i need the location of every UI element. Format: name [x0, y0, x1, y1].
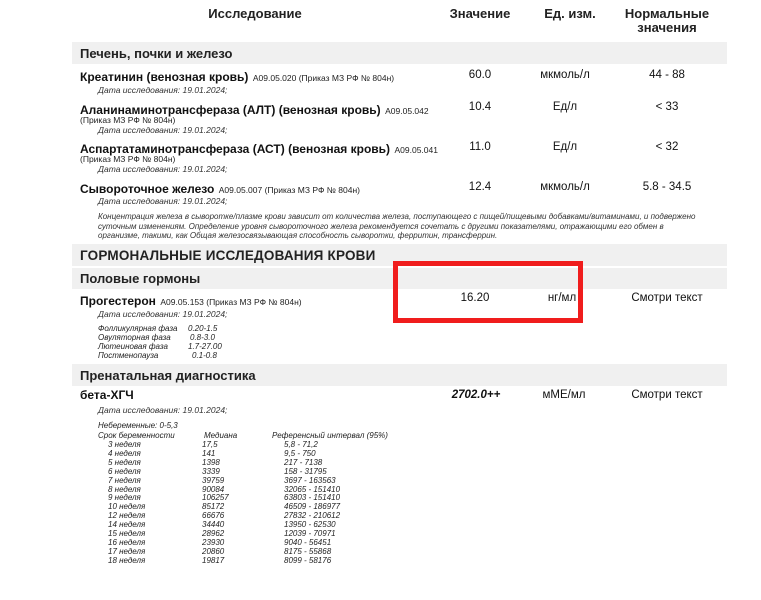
phase-label: Овуляторная фаза	[98, 333, 171, 342]
non-pregnant-range: Небеременные: 0-5,3	[98, 421, 178, 430]
iron-note	[98, 212, 723, 241]
row-value: 10.4	[468, 101, 492, 113]
row-code-2: (Приказ МЗ РФ № 804н)	[80, 154, 176, 164]
week-term: 14 неделя	[108, 520, 146, 530]
week-term: 15 неделя	[108, 529, 146, 538]
week-term: 6 неделя	[108, 466, 141, 476]
week-median: 39759	[202, 475, 225, 485]
week-term: 3 неделя	[108, 440, 141, 449]
week-term: 5 неделя	[108, 457, 141, 467]
row-unit: мМЕ/мл	[542, 389, 586, 401]
week-term: 8 неделя	[108, 484, 141, 494]
week-median: 19817	[202, 555, 225, 565]
week-ref: 8175 - 55868	[284, 546, 332, 556]
week-median: 106257	[202, 493, 229, 503]
row-code-2: (Приказ МЗ РФ № 804н)	[80, 115, 176, 125]
row-name: Креатинин (венозная кровь)	[80, 70, 249, 84]
week-ref: 5,8 - 71,2	[284, 440, 318, 449]
week-term: 9 неделя	[108, 493, 141, 503]
row-name: Прогестерон	[80, 294, 156, 308]
row-name: Аланинаминотрансфераза (АЛТ) (венозная кровь)	[80, 103, 381, 117]
week-ref: 8099 - 58176	[284, 555, 332, 565]
row-name-bhcg: бета-ХГЧ	[80, 388, 134, 402]
row-progesterone	[80, 292, 302, 310]
week-ref: 12039 - 70971	[284, 529, 336, 538]
row-value: 60.0	[468, 69, 492, 81]
week-median: 90084	[202, 484, 225, 494]
week-ref: 9,5 - 750	[284, 448, 316, 458]
week-median: 34440	[202, 520, 225, 530]
row-date: Дата исследования: 19.01.2024;	[98, 196, 228, 206]
note-line: Концентрация железа в сыворотке/плазме крови зависит от количества железа, поступающего с пищей/пищевыми добавками/витаминами, и подвержено	[98, 212, 696, 221]
row-code: A09.05.042	[385, 106, 429, 116]
header-normal-line1: Нормальные	[624, 6, 710, 21]
week-median: 23930	[202, 537, 225, 547]
section-title-hormonal: ГОРМОНАЛЬНЫЕ ИССЛЕДОВАНИЯ КРОВИ	[80, 248, 376, 263]
phase-label: Постменопауза	[98, 351, 159, 360]
week-ref: 32065 - 151410	[284, 484, 341, 494]
row-unit: Ед/л	[552, 101, 578, 113]
row-code: A09.05.007 (Приказ МЗ РФ № 804н)	[218, 185, 360, 195]
week-median: 28962	[202, 529, 225, 538]
row-normal: < 33	[655, 101, 679, 113]
week-term: 4 неделя	[108, 448, 141, 458]
header-normal-line2: значения	[637, 20, 697, 35]
phase-range: 0.20-1.5	[188, 324, 218, 333]
row-date: Дата исследования: 19.01.2024;	[98, 125, 228, 135]
row-code: A09.05.020 (Приказ МЗ РФ № 804н)	[252, 73, 395, 83]
row-date: Дата исследования: 19.01.2024;	[98, 164, 228, 174]
highlight-box	[393, 261, 583, 323]
note-line: суточным изменениям. Определение уровня сывороточного железа рекомендуется сочетать с другими показателями, отражающими его обмен в	[98, 221, 664, 231]
row-value: 16.20	[460, 292, 490, 304]
week-ref: 46509 - 186977	[284, 502, 341, 512]
week-term: 12 неделя	[108, 511, 146, 521]
week-ref: 158 - 31795	[284, 466, 327, 476]
header-value: Значение	[449, 6, 511, 21]
phase-range: 1.7-27.00	[188, 342, 222, 351]
week-median: 85172	[202, 502, 225, 512]
row-unit: мкмоль/л	[540, 69, 590, 81]
row-normal: Смотри текст	[631, 389, 703, 401]
row-unit: мкмоль/л	[540, 181, 590, 193]
row-value: 11.0	[469, 141, 491, 153]
week-median: 66676	[202, 511, 225, 521]
row-value: 12.4	[468, 181, 492, 193]
row-name: Сывороточное железо	[80, 182, 215, 196]
phase-label: Фолликулярная фаза	[98, 324, 178, 333]
header-study: Исследование	[208, 6, 302, 21]
week-median: 20860	[202, 546, 225, 556]
row-value: 2702.0++	[451, 389, 501, 401]
week-term: 7 неделя	[108, 475, 141, 485]
row-code: A09.05.153 (Приказ МЗ РФ № 804н)	[160, 297, 302, 307]
col-header-term: Срок беременности	[98, 431, 175, 440]
row-name: Аспартатаминотрансфераза (АСТ) (венозная кровь)	[80, 142, 391, 156]
phase-label: Лютеиновая фаза	[98, 342, 168, 351]
row-unit: Ед/л	[552, 141, 578, 153]
week-ref: 3697 - 163563	[284, 475, 336, 485]
week-median: 1398	[202, 457, 220, 467]
col-header-median: Медиана	[204, 431, 238, 440]
week-median: 3339	[202, 466, 220, 476]
header-unit: Ед. изм.	[544, 6, 596, 21]
week-ref: 9040 - 56451	[284, 537, 332, 547]
week-median: 141	[202, 448, 216, 458]
week-term: 16 неделя	[108, 537, 146, 547]
week-ref: 217 - 7138	[284, 457, 323, 467]
col-header-ref: Референсный интервал (95%)	[272, 431, 388, 440]
row-normal: 5.8 - 34.5	[642, 181, 692, 193]
row-date: Дата исследования: 19.01.2024;	[98, 309, 228, 319]
section-title-prenatal: Пренатальная диагностика	[80, 368, 256, 383]
section-title-sex-hormones: Половые гормоны	[80, 271, 201, 286]
week-ref: 63803 - 151410	[284, 493, 341, 503]
row-code: A09.05.041	[394, 145, 438, 155]
row-unit: нг/мл	[547, 292, 577, 304]
week-term: 17 неделя	[108, 546, 146, 556]
note-line: организме, такими, как Общая железосвязывающая способность сыворотки, ферритин, трансферрин.	[98, 231, 498, 240]
row-normal: 44 - 88	[649, 69, 685, 81]
week-ref: 27832 - 210612	[284, 511, 341, 521]
week-median: 17,5	[202, 440, 218, 449]
phase-range: 0.1-0.8	[192, 351, 217, 360]
row-normal: Смотри текст	[631, 292, 703, 304]
week-term: 18 неделя	[108, 555, 146, 565]
week-ref: 13950 - 62530	[284, 520, 336, 530]
row-creatinine	[80, 68, 394, 86]
section-title-liver: Печень, почки и железо	[80, 46, 233, 61]
phase-range: 0.8-3.0	[190, 333, 215, 342]
row-date: Дата исследования: 19.01.2024;	[98, 405, 228, 415]
row-normal: < 32	[655, 141, 679, 153]
row-date: Дата исследования: 19.01.2024;	[98, 85, 228, 95]
week-term: 10 неделя	[108, 502, 146, 512]
